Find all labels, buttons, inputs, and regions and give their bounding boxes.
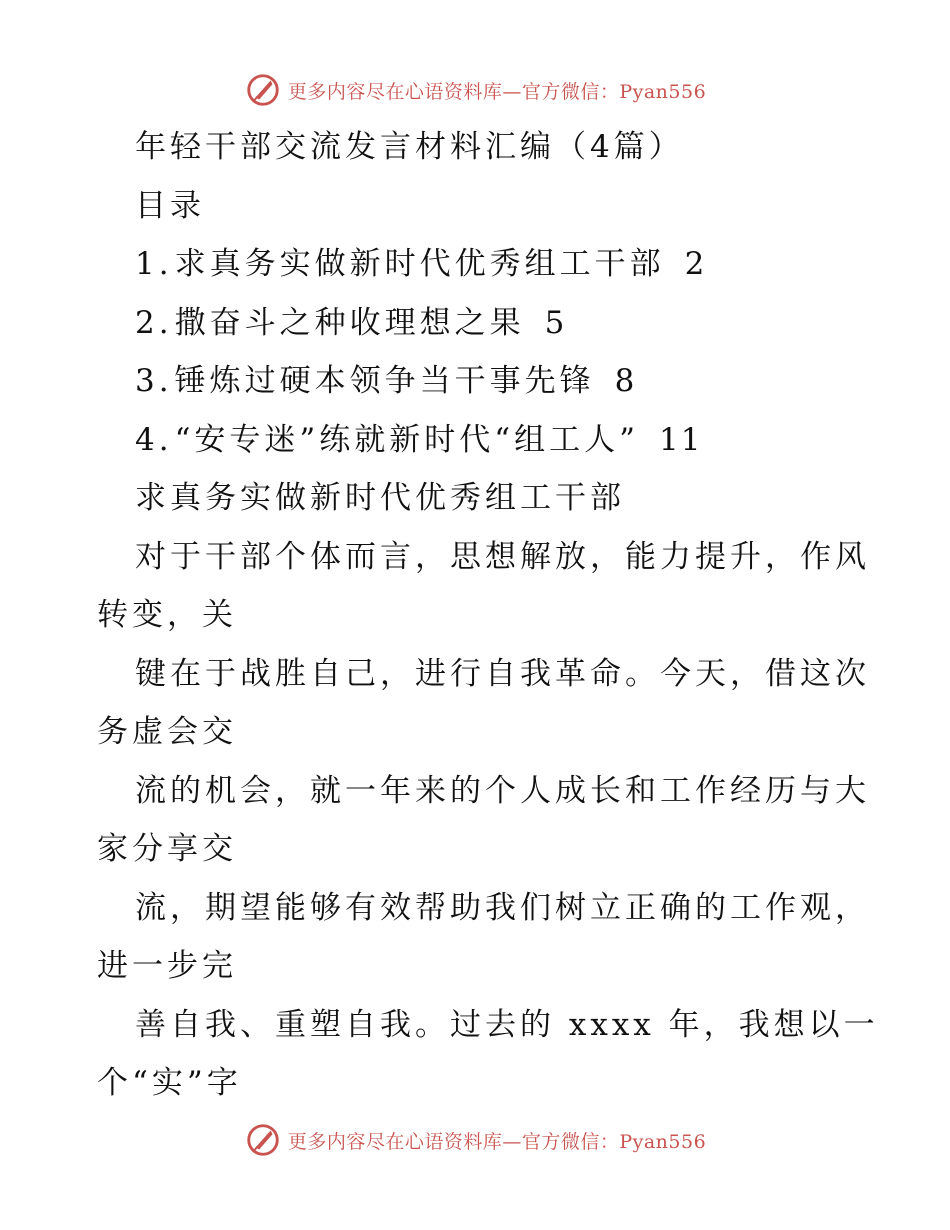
toc-page: 2 [684, 246, 707, 282]
paragraph-line: 流，期望能够有效帮助我们树立正确的工作观， [135, 889, 870, 926]
toc-page: 11 [658, 421, 703, 458]
toc-number: 4. [135, 421, 173, 458]
paragraph-line: 善自我、重塑自我。过去的 xxxx 年，我想以一 [135, 1006, 879, 1043]
toc-label: 求真务实做新时代优秀组工干部 [174, 246, 665, 282]
footer-banner [0, 1120, 950, 1160]
toc-item[interactable] [0, 352, 950, 411]
paragraph-line: 转变，关 [97, 597, 237, 633]
paragraph-line: 进一步完 [97, 948, 237, 984]
header-banner [0, 70, 950, 110]
toc-page: 8 [614, 363, 637, 399]
quill-logo-icon [244, 1121, 282, 1159]
toc-label: 锤炼过硬本领争当干事先锋 [174, 363, 595, 399]
section-title: 求真务实做新时代优秀组工干部 [135, 480, 625, 516]
toc-item[interactable] [0, 411, 950, 470]
toc-item[interactable] [0, 294, 950, 353]
toc-heading: 目录 [135, 187, 205, 224]
paragraph-line: 家分享交 [97, 831, 237, 867]
paragraph-line: 键在于战胜自己，进行自我革命。今天，借这次 [135, 655, 870, 692]
banner-text: 更多内容尽在心语资料库—官方微信：Pyan556 [287, 80, 707, 103]
toc-number: 3. [135, 363, 173, 399]
paragraph-line: 个“实”字 [97, 1065, 242, 1101]
quill-logo-icon [244, 71, 282, 109]
paragraph-line: 对于干部个体而言，思想解放，能力提升，作风 [135, 538, 870, 575]
toc-item[interactable] [0, 235, 950, 294]
toc-page: 5 [544, 304, 567, 341]
document-title: 年轻干部交流发言材料汇编（4篇） [135, 129, 684, 165]
toc-label: “安专迷”练就新时代“组工人” [174, 421, 639, 458]
banner-text: 更多内容尽在心语资料库—官方微信：Pyan556 [287, 1130, 707, 1153]
document-body [0, 118, 950, 1113]
toc-label: 撒奋斗之种收理想之果 [174, 304, 525, 341]
paragraph-line: 务虚会交 [97, 714, 237, 750]
toc-number: 2. [135, 304, 173, 341]
paragraph-line: 流的机会，就一年来的个人成长和工作经历与大 [135, 772, 870, 809]
toc-number: 1. [135, 246, 173, 282]
